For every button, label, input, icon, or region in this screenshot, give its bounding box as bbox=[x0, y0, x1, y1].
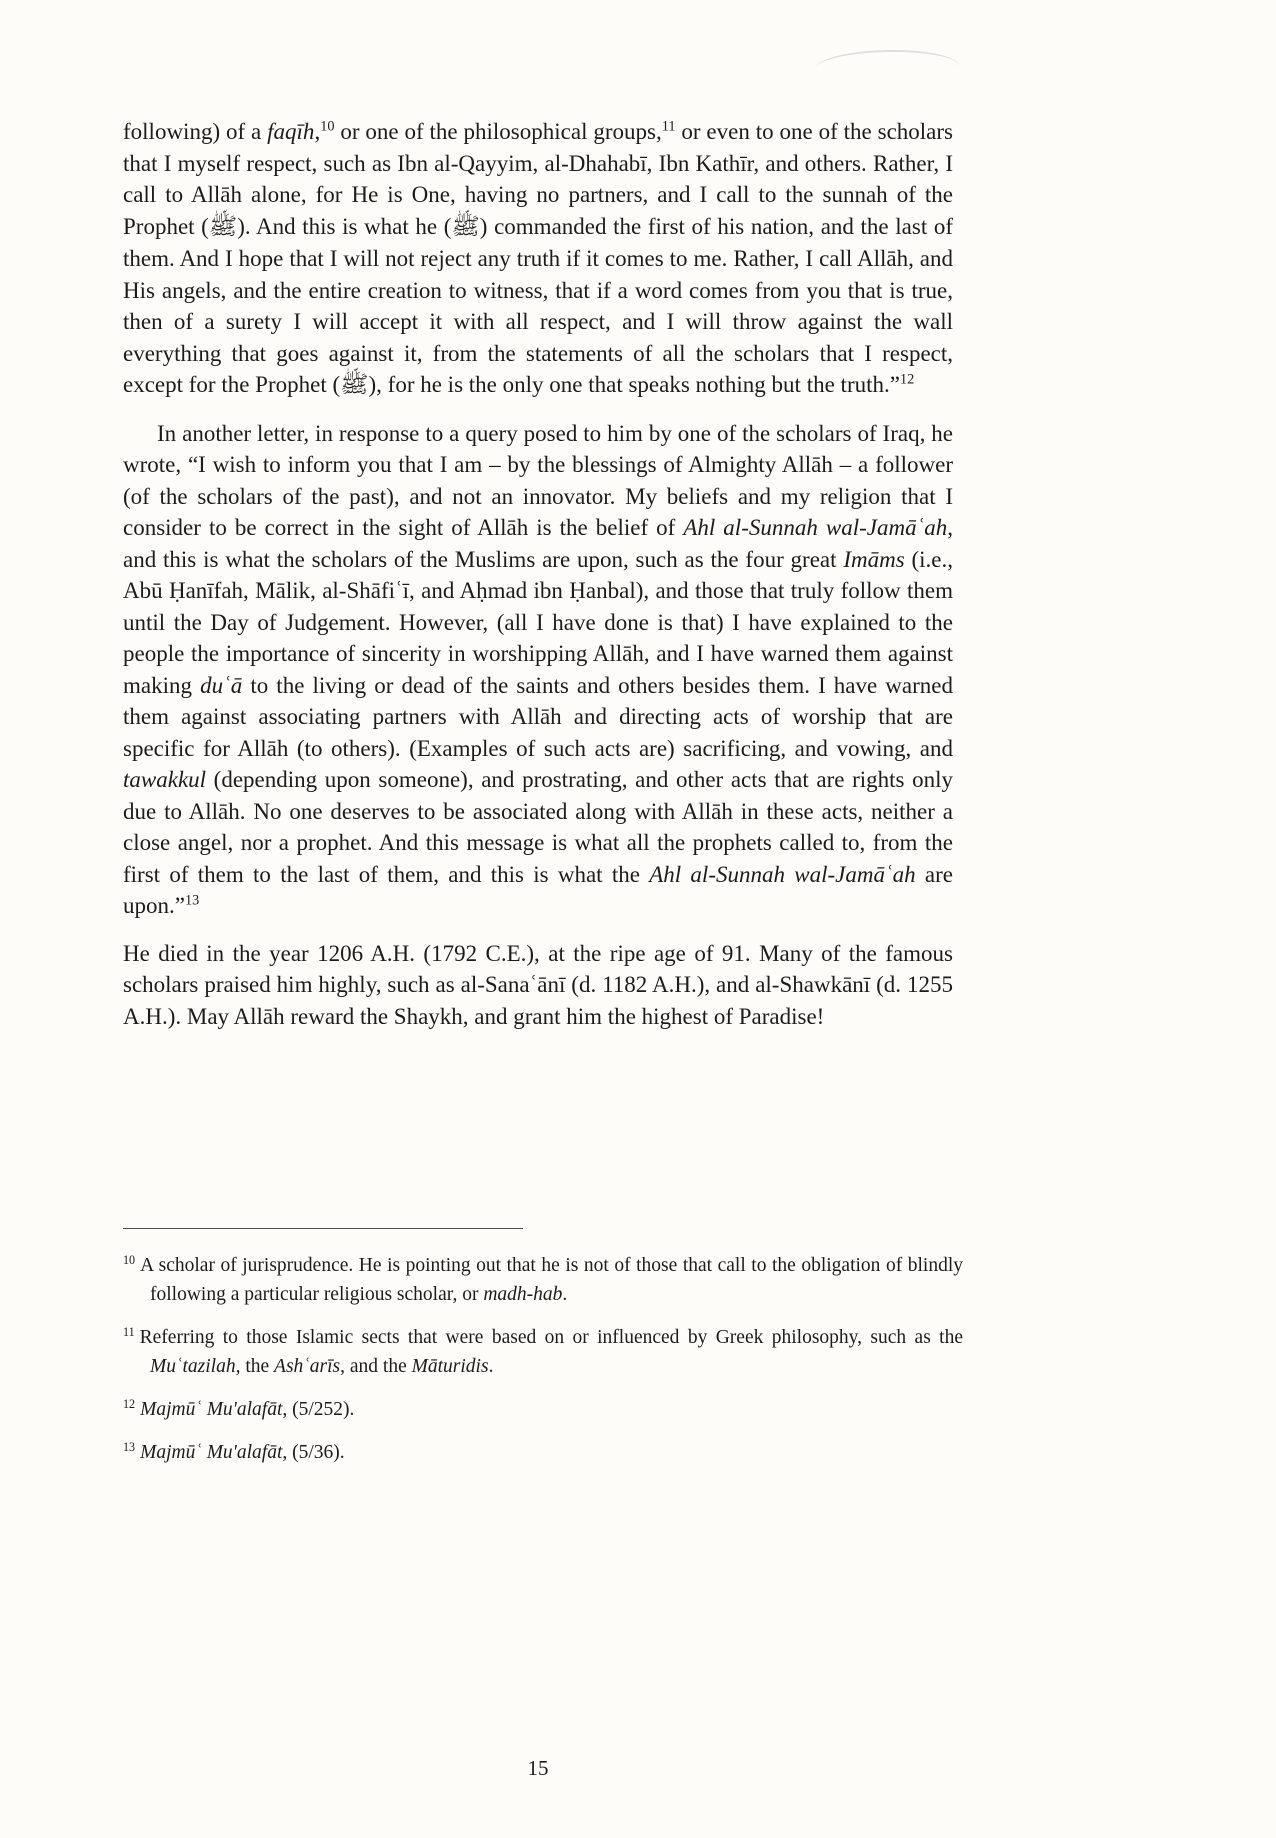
text-segment: , (5/252). bbox=[282, 1399, 355, 1420]
text-segment: Ashʿarīs bbox=[274, 1356, 341, 1377]
text-segment: or even to one of the scholars that I myself respect, such as Ibn al-Qayyim, al-Dhahabī, Ibn Kathīr, and others. Rather, I call to Allāh alone, for He is One, having no partners, and I call to the sunnah of the Prophet ( bbox=[123, 119, 954, 239]
text-segment: (i.e., Abū Ḥanīfah, Mālik, al-Shāfiʿī, and Aḥmad ibn Ḥanbal), and those that truly follow them until the Day of Judgement. However, (all I have done is that) I have explained to the people the importance of sincerity in worshipping Allāh, and I have warned them against making bbox=[123, 546, 953, 698]
text-segment: Māturidis bbox=[411, 1356, 489, 1377]
footnote-number: 12 bbox=[123, 1396, 136, 1411]
footnote-11 bbox=[123, 1323, 963, 1381]
text-segment: faqīh bbox=[267, 119, 315, 144]
text-segment: madh-hab bbox=[483, 1284, 563, 1305]
text-segment: A scholar of jurisprudence. He is pointing out that he is not of those that call to the obligation of blindly following a particular religious scholar, or bbox=[140, 1255, 963, 1305]
text-segment: ), for he is the only one that speaks nothing but the truth.” bbox=[368, 372, 900, 397]
footnote-number: 10 bbox=[123, 1252, 136, 1267]
footnote-10 bbox=[123, 1251, 963, 1309]
footnote-ref: 11 bbox=[661, 118, 676, 135]
page-number: 15 bbox=[527, 1756, 549, 1780]
text-segment: Referring to those Islamic sects that were based on or influenced by Greek philosophy, such as the bbox=[139, 1327, 963, 1348]
prophet-honorific-glyph: ﷺ bbox=[451, 213, 480, 240]
text-segment: ). And this is what he ( bbox=[237, 213, 452, 239]
text-segment: tawakkul bbox=[123, 767, 207, 792]
text-segment: Majmūʿ Mu'alafāt bbox=[140, 1442, 283, 1463]
footnote-number: 13 bbox=[123, 1439, 136, 1454]
text-segment: , and this is what the scholars of the Muslims are upon, such as the four great bbox=[123, 515, 954, 572]
text-segment: . bbox=[562, 1284, 568, 1305]
prophet-honorific-glyph: ﷺ bbox=[340, 372, 369, 398]
text-segment: following) of a bbox=[123, 119, 268, 144]
text-segment: Ahl al-Sunnah wal-Jamāʿah bbox=[683, 515, 948, 540]
text-segment: , bbox=[314, 119, 321, 144]
text-segment: (depending upon someone), and prostrating, and other acts that are rights only due to Allāh. No one deserves to be associated along with Allāh in these acts, neither a close angel, nor a prophet. And this message is what all the prophets called to, from the first of them to the last of them, and this is what the bbox=[123, 767, 953, 887]
scan-artifact bbox=[815, 49, 960, 70]
paragraph-2 bbox=[123, 418, 953, 922]
text-segment: In another letter, in response to a query posed to him by one of the scholars of Iraq, he wrote, “I wish to inform you that I am – by the blessings of Almighty Allāh – a follower (of the scholars of the past), and not an innovator. My beliefs and my religion that I consider to be correct in the sight of Allāh is the belief of bbox=[123, 420, 953, 540]
text-segment: ) commanded the first of his nation, and the last of them. And I hope that I will not reject any truth if it comes to me. Rather, I call Allāh, and His angels, and the entire creation to witness, that if a word comes from you that is true, then of a surety I will accept it with all respect, and I will throw against the wall everything that goes against it, from the statements of all the scholars that I respect, except for the Prophet ( bbox=[123, 213, 954, 397]
paragraph-3 bbox=[123, 938, 953, 1033]
text-segment: Muʿtazilah bbox=[150, 1356, 236, 1377]
text-segment: , the bbox=[235, 1356, 275, 1377]
text-segment: duʿā bbox=[200, 672, 243, 698]
text-segment: Imāms bbox=[843, 546, 905, 572]
footnote-ref: 12 bbox=[899, 371, 915, 388]
footnote-divider bbox=[123, 1228, 523, 1229]
text-segment: , and the bbox=[340, 1356, 412, 1377]
text-segment: , (5/36). bbox=[282, 1442, 345, 1463]
footnote-13 bbox=[123, 1438, 963, 1467]
footnote-ref: 13 bbox=[184, 892, 200, 909]
footnotes bbox=[123, 1251, 963, 1467]
text-segment: or one of the philosophical groups, bbox=[334, 119, 662, 144]
footnote-block bbox=[123, 1228, 963, 1481]
text-segment: Ahl al-Sunnah wal-Jamāʿah bbox=[649, 861, 916, 887]
text-segment: are upon.” bbox=[123, 861, 953, 918]
text-segment: Majmūʿ Mu'alafāt bbox=[140, 1399, 283, 1420]
body-text bbox=[123, 116, 953, 1043]
prophet-honorific-glyph: ﷺ bbox=[208, 213, 238, 240]
text-segment: He died in the year 1206 A.H. (1792 C.E.), at the ripe age of 91. Many of the famous scholars praised him highly, such as al-Sanaʿānī (d. 1182 A.H.), and al-Shawkānī (d. 1255 A.H.). May Allāh reward the Shaykh, and grant him the highest of Paradise! bbox=[123, 940, 953, 1029]
footnote-ref: 10 bbox=[320, 118, 335, 135]
text-segment: to the living or dead of the saints and others besides them. I have warned them against associating partners with Allāh and directing acts of worship that are specific for Allāh (to others). (Examples of such acts are) sacrificing, and vowing, and bbox=[123, 672, 953, 761]
paragraph-1 bbox=[123, 116, 953, 402]
footnote-number: 11 bbox=[123, 1324, 135, 1339]
text-segment: . bbox=[488, 1356, 494, 1377]
footnote-12 bbox=[123, 1395, 963, 1424]
